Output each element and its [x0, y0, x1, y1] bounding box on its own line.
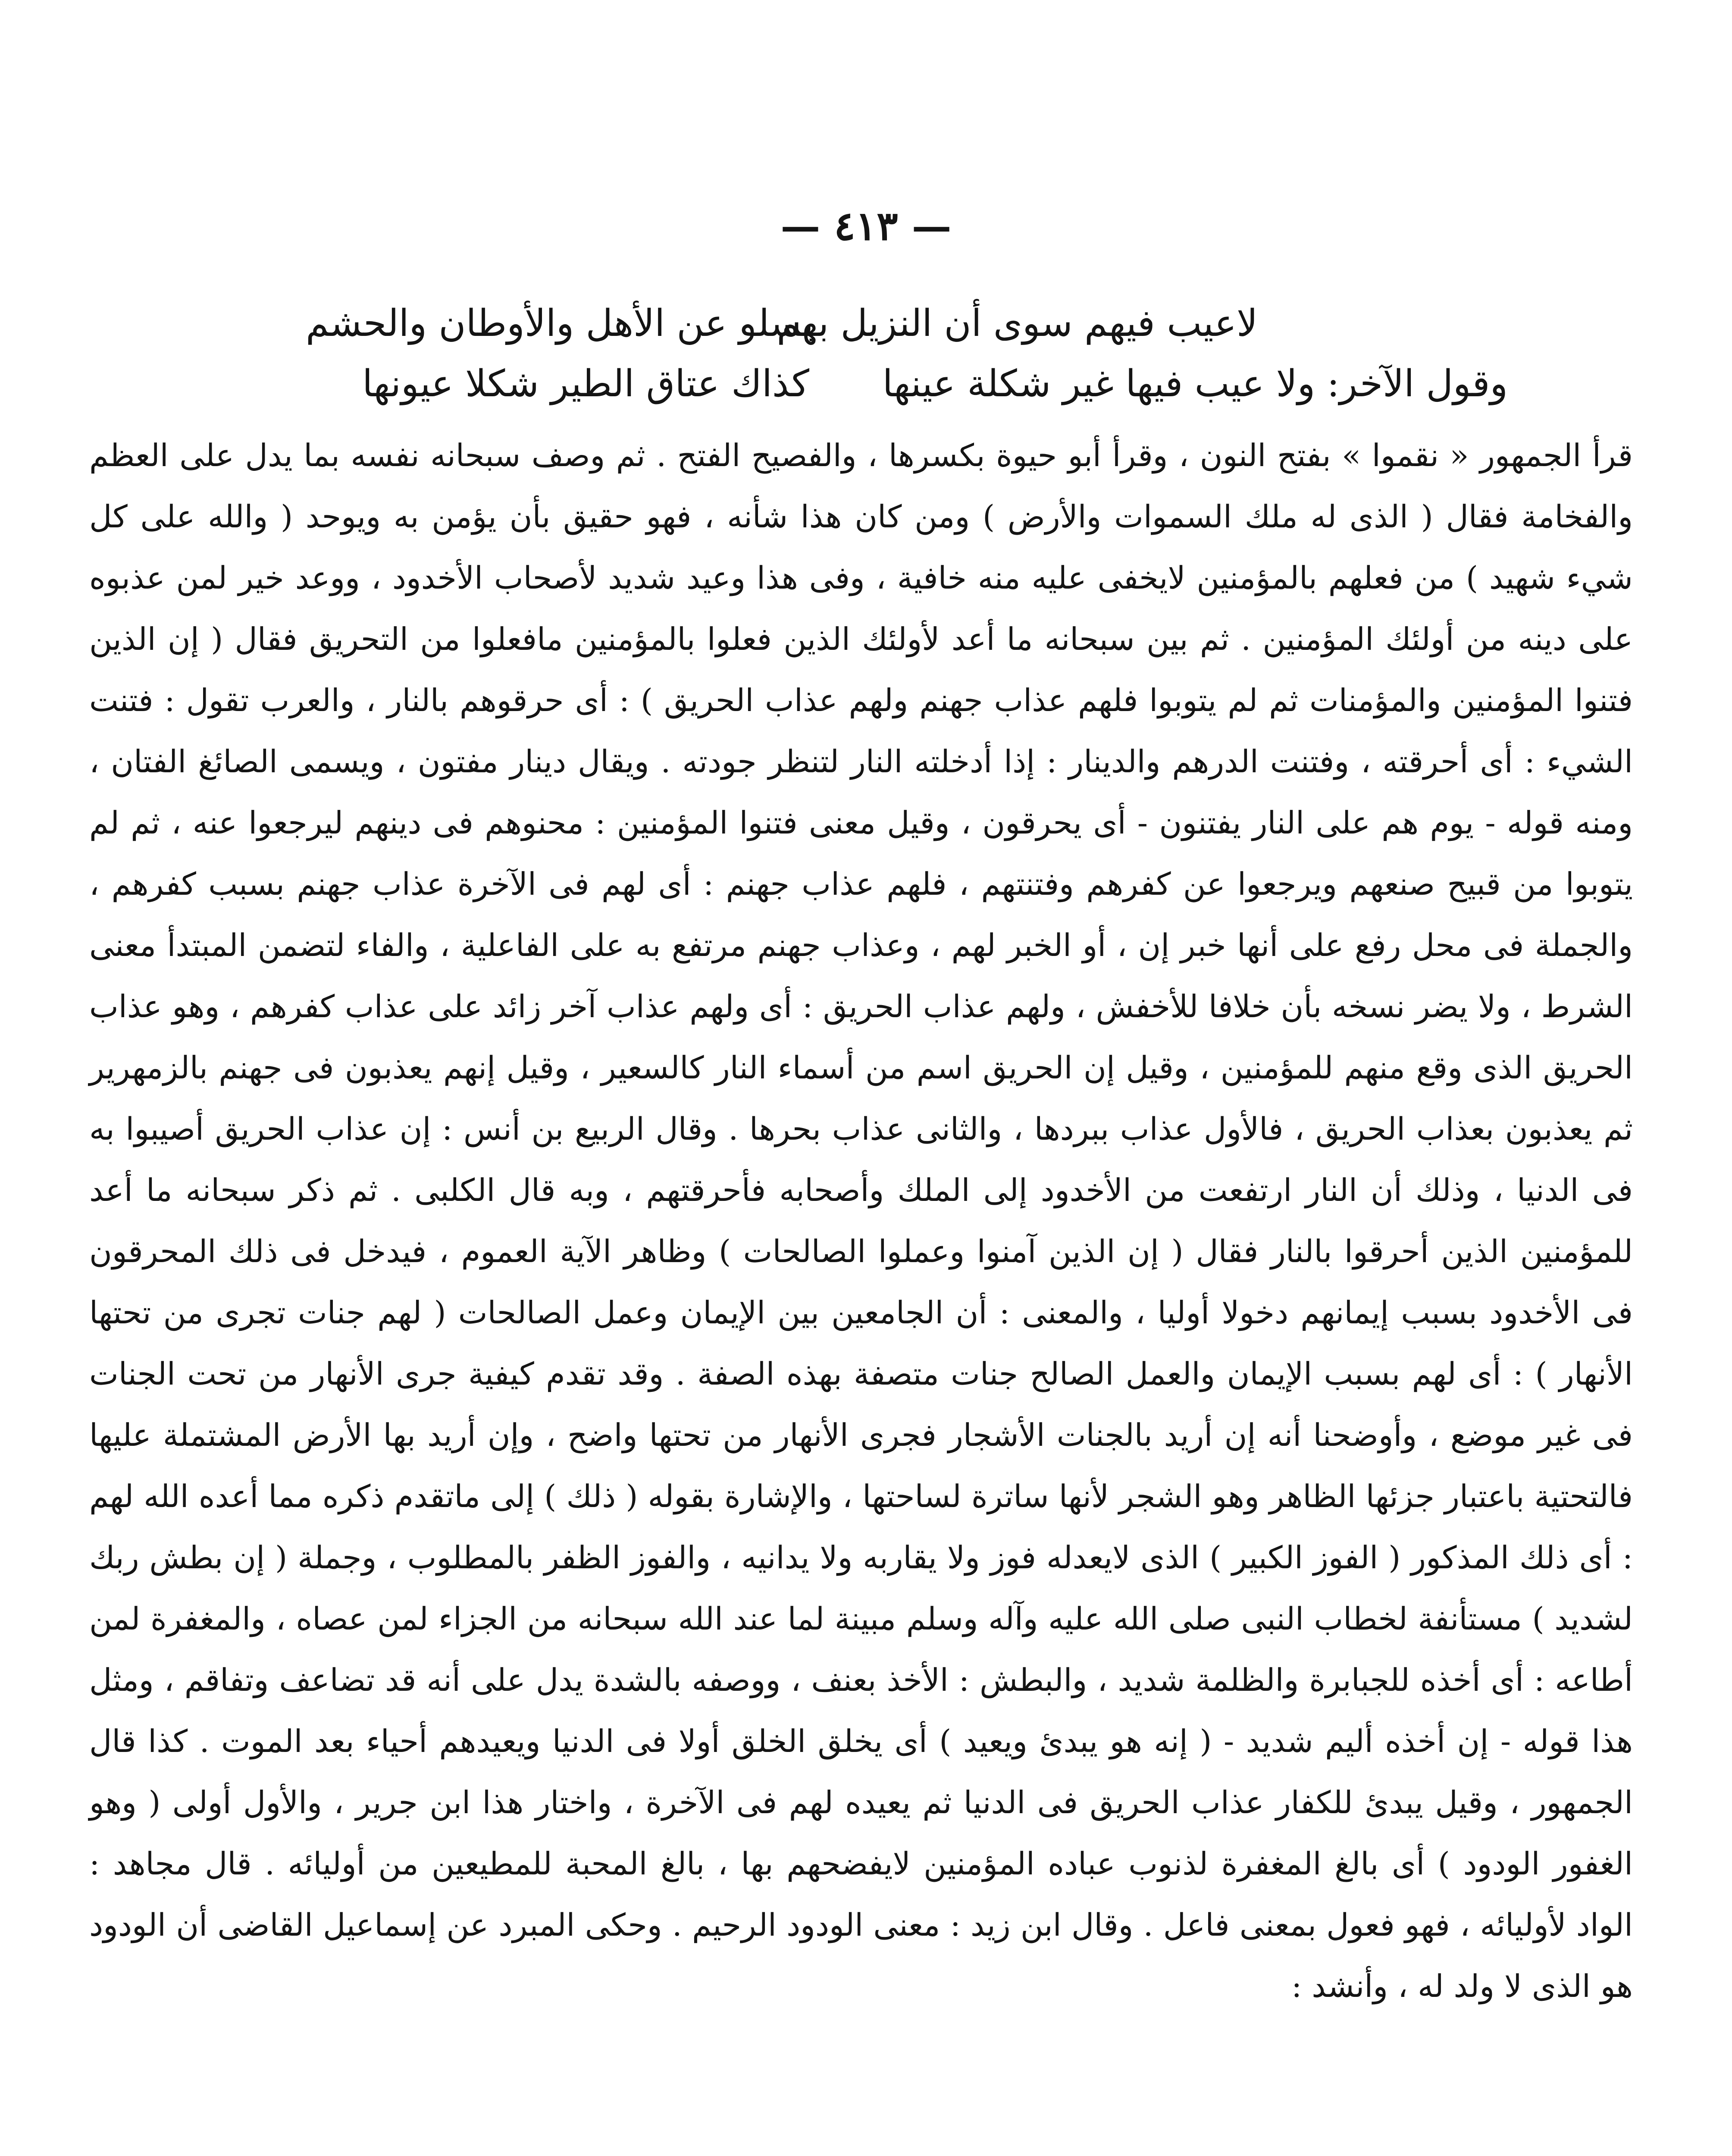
page-number: — ٤١٣ — [780, 203, 952, 249]
body-paragraph: قرأ الجمهور « نقموا » بفتح النون ، وقرأ أبو حيوة بكسرها ، والفصيح الفتح . ثم وصف سبحانه نفسه بما يدل على العظم والفخامة فقال ( الذى له ملك السموات والأرض ) ومن كان هذا شأنه ، فهو حقيق بأن يؤمن به ويوحد ( والله على كل شيء شهيد ) من فعلهم بالمؤمنين لايخفى عليه منه خافية ، وفى هذا وعيد شديد لأصحاب الأخدود ، ووعد خير لمن عذبوه على دينه من أولئك المؤمنين . ثم بين سبحانه ما أعد لأولئك الذين فعلوا بالمؤمنين مافعلوا من التحريق فقال ( إن الذين فتنوا المؤمنين والمؤمنات ثم لم يتوبوا فلهم عذاب جهنم ولهم عذاب الحريق ) : أى حرقوهم بالنار ، والعرب تقول : فتنت الشيء : أى أحرقته ، وفتنت الدرهم والدينار : إذا أدخلته النار لتنظر جودته . ويقال دينار مفتون ، ويسمى الصائغ الفتان ، ومنه قوله - يوم هم على النار يفتنون - أى يحرقون ، وقيل معنى فتنوا المؤمنين : محنوهم فى دينهم ليرجعوا عنه ، ثم لم يتوبوا من قبيح صنعهم ويرجعوا عن كفرهم وفتنتهم ، فلهم عذاب جهنم : أى لهم فى الآخرة عذاب جهنم بسبب كفرهم ، والجملة فى محل رفع على أنها خبر إن ، أو الخبر لهم ، وعذاب جهنم مرتفع به على الفاعلية ، والفاء لتضمن المبتدأ معنى الشرط ، ولا يضر نسخه بأن خلافا للأخفش ، ولهم عذاب الحريق : أى ولهم عذاب آخر زائد على عذاب كفرهم ، وهو عذاب الحريق الذى وقع منهم للمؤمنين ، وقيل إن الحريق اسم من أسماء النار كالسعير ، وقيل إنهم يعذبون فى جهنم بالزمهرير ثم يعذبون بعذاب الحريق ، فالأول عذاب ببردها ، والثانى عذاب بحرها . وقال الربيع بن أنس : إن عذاب الحريق أصيبوا به فى الدنيا ، وذلك أن النار ارتفعت من الأخدود إلى الملك وأصحابه فأحرقتهم ، وبه قال الكلبى . ثم ذكر سبحانه ما أعد للمؤمنين الذين أحرقوا بالنار فقال ( إن الذين آمنوا وعملوا الصالحات ) وظاهر الآية العموم ، فيدخل فى ذلك المحرقون فى الأخدود بسبب إيمانهم دخولا أوليا ، والمعنى : أن الجامعين بين الإيمان وعمل الصالحات ( لهم جنات تجرى من تحتها الأنهار ) : أى لهم بسبب الإيمان والعمل الصالح جنات متصفة بهذه الصفة . وقد تقدم كيفية جرى الأنهار من تحت الجنات فى غير موضع ، وأوضحنا أنه إن أريد بالجنات الأشجار فجرى الأنهار من تحتها واضح ، وإن أريد بها الأرض المشتملة عليها فالتحتية باعتبار جزئها الظاهر وهو الشجر لأنها ساترة لساحتها ، والإشارة بقوله ( ذلك ) إلى ماتقدم ذكره مما أعده الله لهم : أى ذلك المذكور ( الفوز الكبير ) الذى لايعدله فوز ولا يقاربه ولا يدانيه ، والفوز الظفر بالمطلوب ، وجملة ( إن بطش ربك لشديد ) مستأنفة لخطاب النبى صلى الله عليه وآله وسلم مبينة لما عند الله سبحانه من الجزاء لمن عصاه ، والمغفرة لمن أطاعه : أى أخذه للجبابرة والظلمة شديد ، والبطش : الأخذ بعنف ، ووصفه بالشدة يدل على أنه قد تضاعف وتفاقم ، ومثل هذا قوله - إن أخذه أليم شديد - ( إنه هو يبدئ ويعيد ) أى يخلق الخلق أولا فى الدنيا ويعيدهم أحياء بعد الموت . كذا قال الجمهور ، وقيل يبدئ للكفار عذاب الحريق فى الدنيا ثم يعيده لهم فى الآخرة ، واختار هذا ابن جرير ، والأول أولى ( وهو الغفور الودود ) أى بالغ المغفرة لذنوب عباده المؤمنين لايفضحهم بها ، بالغ المحبة للمطيعين من أوليائه . قال مجاهد : الواد لأوليائه ، فهو فعول بمعنى فاعل . وقال ابن زيد : معنى الودود الرحيم . وحكى المبرد عن إسماعيل القاضى أن الودود هو الذى لا ولد له ، وأنشد : [89, 437, 1633, 2004]
verse-2-hemistich-2: كذاك عتاق الطير شكلا عيونها [362, 362, 809, 405]
verse-2 [0, 362, 1732, 418]
verse-1-hemistich-2: يسلو عن الأهل والأوطان والحشم [305, 302, 814, 345]
verse-1 [0, 302, 1732, 358]
verse-2-hemistich-1: وقول الآخر: ولا عيب فيها غير شكلة عينها [882, 362, 1508, 405]
verse-1-hemistich-1: لاعيب فيهم سوى أن النزيل بهم [777, 302, 1258, 345]
